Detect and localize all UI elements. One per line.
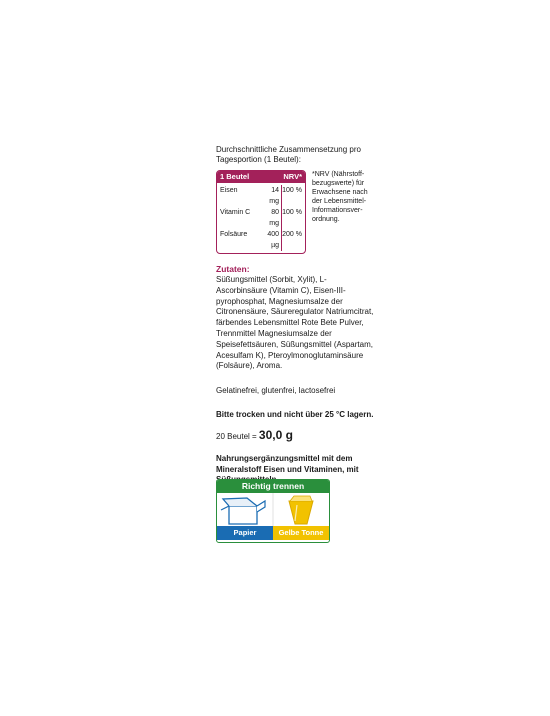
nrv-percent: 100 % bbox=[282, 209, 302, 216]
nrv-head-label: NRV* bbox=[283, 172, 302, 181]
nrv-table bbox=[216, 170, 306, 254]
nrv-table-header bbox=[217, 171, 305, 183]
recycling-labels bbox=[217, 526, 329, 540]
nrv-nutrient: Vitamin C bbox=[220, 209, 251, 216]
nrv-percent: 200 % bbox=[282, 231, 302, 238]
nrv-amount: 14 mg bbox=[260, 185, 282, 207]
product-info-panel bbox=[216, 145, 376, 486]
nrv-amount: 400 µg bbox=[260, 229, 282, 251]
product-description: Nahrungsergänzungsmittel mit dem Mineralstoff Eisen und Vitaminen, mit bbox=[216, 454, 359, 474]
cup-icon bbox=[289, 496, 313, 524]
recycling-title: Richtig trennen bbox=[217, 480, 329, 493]
nrv-footnote: *NRV (Nährstoff-bezugswerte) für Erwachsene nach der Lebensmittel-Informationsver-ordnung. bbox=[312, 171, 368, 223]
paper-bin-label: Papier bbox=[217, 526, 273, 540]
storage-instructions: Bitte trocken und nicht über 25 °C lagern. bbox=[216, 410, 374, 420]
recycling-icons bbox=[217, 493, 329, 526]
yellow-bin-label: Gelbe Tonne bbox=[273, 526, 329, 540]
free-from-text: Gelatinefrei, glutenfrei, lactosefrei bbox=[216, 386, 336, 396]
nrv-percent: 100 % bbox=[282, 187, 302, 194]
net-weight-prefix: 20 Beutel = bbox=[216, 432, 259, 442]
net-weight-value: 30,0 g bbox=[258, 428, 293, 443]
ingredients-title: Zutaten: bbox=[216, 264, 250, 274]
ingredients-text: Süßungsmittel (Sorbit, Xylit), L-Ascorbinsäure (Vitamin C), Eisen-III-pyrophosphat, Magnesiumsalze der Citronensäure, Säureregulator Natriumcitrat, färbendes Lebensmittel Rote Bete Pulver, Trennmittel Magnesiumsalze der Speisefettsäuren, Süßungsmittel (Aspartam, Acesulfam K), Pteroylmonoglutaminsäure (Folsäure), Aroma. bbox=[216, 275, 374, 371]
nrv-nutrient: Folsäure bbox=[220, 231, 248, 238]
box-icon bbox=[221, 498, 265, 524]
nrv-row bbox=[220, 185, 302, 207]
nrv-head-portion: 1 Beutel bbox=[220, 172, 250, 181]
nrv-table-body bbox=[217, 183, 305, 253]
composition-intro: Durchschnittliche Zusammensetzung pro Tagesportion (1 Beutel): bbox=[216, 145, 361, 164]
nrv-nutrient: Eisen bbox=[220, 187, 238, 194]
recycling-illustration bbox=[217, 493, 329, 526]
nrv-row bbox=[220, 207, 302, 229]
nrv-row bbox=[220, 229, 302, 251]
net-weight bbox=[216, 430, 376, 442]
nrv-section bbox=[216, 170, 376, 254]
nrv-amount: 80 mg bbox=[260, 207, 282, 229]
recycling-badge bbox=[216, 479, 330, 543]
